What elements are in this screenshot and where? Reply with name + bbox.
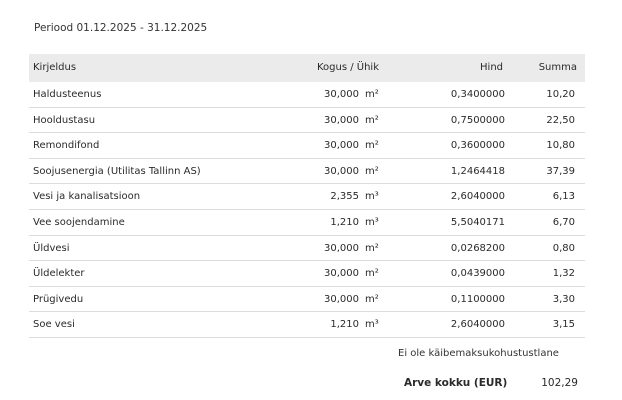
row-sum: 22,50 bbox=[546, 114, 575, 126]
vat-note: Ei ole käibemaksukohustustlane bbox=[398, 348, 559, 359]
row-sum: 6,13 bbox=[552, 191, 575, 203]
row-sum: 3,30 bbox=[552, 293, 575, 305]
row-description: Üldelekter bbox=[33, 268, 85, 280]
row-quantity: 1,210 bbox=[330, 216, 359, 228]
row-sum: 37,39 bbox=[546, 165, 575, 177]
row-sum: 6,70 bbox=[552, 216, 575, 228]
row-description: Prügivedu bbox=[33, 293, 84, 305]
invoice-table bbox=[29, 54, 585, 338]
row-unit: m² bbox=[365, 140, 379, 152]
row-description: Vee soojendamine bbox=[33, 216, 125, 228]
row-quantity: 30,000 bbox=[324, 89, 359, 100]
table-row bbox=[29, 184, 585, 210]
row-quantity: 1,210 bbox=[330, 319, 359, 331]
row-price: 0,3600000 bbox=[450, 140, 505, 152]
row-sum: 1,32 bbox=[552, 268, 575, 280]
row-description: Soe vesi bbox=[33, 319, 75, 331]
table-row bbox=[29, 261, 585, 287]
row-price: 5,5040171 bbox=[450, 216, 505, 228]
total-label: Arve kokku (EUR) bbox=[404, 377, 508, 389]
row-price: 2,6040000 bbox=[450, 319, 505, 331]
header-description: Kirjeldus bbox=[33, 62, 77, 73]
row-quantity: 2,355 bbox=[330, 191, 359, 203]
row-unit: m² bbox=[365, 242, 379, 254]
header-price: Hind bbox=[480, 62, 503, 73]
row-description: Haldusteenus bbox=[33, 89, 102, 100]
row-price: 0,0268200 bbox=[450, 242, 505, 254]
row-sum: 10,80 bbox=[546, 140, 575, 152]
table-row bbox=[29, 82, 585, 108]
row-quantity: 30,000 bbox=[324, 242, 359, 254]
table-row bbox=[29, 312, 585, 338]
row-sum: 3,15 bbox=[552, 319, 575, 331]
billing-period: Periood 01.12.2025 - 31.12.2025 bbox=[34, 22, 208, 34]
row-unit: m² bbox=[365, 268, 379, 280]
row-sum: 0,80 bbox=[552, 242, 575, 254]
row-quantity: 30,000 bbox=[324, 165, 359, 177]
row-unit: m² bbox=[365, 89, 379, 100]
row-quantity: 30,000 bbox=[324, 140, 359, 152]
header-quantity-unit: Kogus / Ühik bbox=[316, 62, 379, 73]
header-sum: Summa bbox=[538, 62, 577, 73]
table-row bbox=[29, 108, 585, 134]
row-unit: m³ bbox=[365, 216, 379, 228]
row-description: Remondifond bbox=[33, 140, 100, 152]
row-quantity: 30,000 bbox=[324, 293, 359, 305]
row-description: Üldvesi bbox=[33, 242, 70, 254]
row-price: 0,3400000 bbox=[450, 89, 505, 100]
row-unit: m³ bbox=[365, 319, 379, 331]
row-description: Soojusenergia (Utilitas Tallinn AS) bbox=[33, 165, 201, 177]
row-sum: 10,20 bbox=[546, 89, 575, 100]
table-row bbox=[29, 210, 585, 236]
row-price: 0,7500000 bbox=[450, 114, 505, 126]
table-row bbox=[29, 133, 585, 159]
total-value: 102,29 bbox=[541, 377, 578, 389]
table-header bbox=[29, 54, 585, 82]
row-unit: m³ bbox=[365, 191, 379, 203]
row-unit: m² bbox=[365, 293, 379, 305]
table-row bbox=[29, 159, 585, 185]
row-unit: m² bbox=[365, 114, 379, 126]
table-row bbox=[29, 236, 585, 262]
row-price: 1,2464418 bbox=[450, 165, 505, 177]
row-price: 0,1100000 bbox=[450, 293, 505, 305]
table-row bbox=[29, 287, 585, 313]
row-price: 0,0439000 bbox=[450, 268, 505, 280]
row-description: Vesi ja kanalisatsioon bbox=[33, 191, 141, 203]
row-description: Hooldustasu bbox=[33, 114, 96, 126]
row-price: 2,6040000 bbox=[450, 191, 505, 203]
row-unit: m² bbox=[365, 165, 379, 177]
row-quantity: 30,000 bbox=[324, 268, 359, 280]
table-body bbox=[29, 82, 585, 338]
row-quantity: 30,000 bbox=[324, 114, 359, 126]
